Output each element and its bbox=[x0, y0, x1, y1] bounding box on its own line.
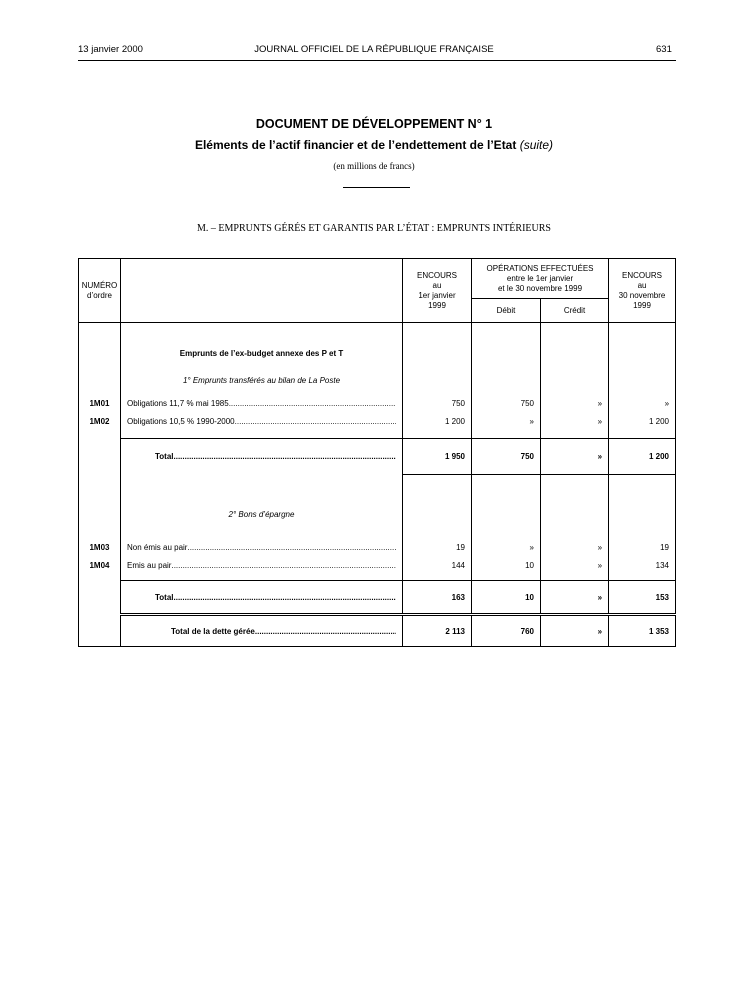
row-label: Total de la dette gérée ..... bbox=[121, 615, 403, 647]
header-encours-start bbox=[403, 259, 472, 323]
row-code: 1M02 bbox=[79, 413, 121, 431]
row-debit: 10 bbox=[472, 557, 541, 575]
header-numero bbox=[79, 259, 121, 323]
row-encours-start: 19 bbox=[403, 539, 472, 557]
row-debit: 750 bbox=[472, 439, 541, 475]
row-encours-start: 1 950 bbox=[403, 439, 472, 475]
row-encours-start: 163 bbox=[403, 581, 472, 615]
row-encours-end: 19 bbox=[609, 539, 676, 557]
group1-heading: 1° Emprunts transférés au bilan de La Poste bbox=[121, 367, 403, 395]
row-debit: 10 bbox=[472, 581, 541, 615]
header-encours-end-line1: ENCOURS bbox=[622, 270, 663, 280]
total-row bbox=[79, 581, 676, 615]
row-encours-start: 2 113 bbox=[403, 615, 472, 647]
row-code: 1M04 bbox=[79, 557, 121, 575]
row-credit: » bbox=[541, 557, 609, 575]
row-credit: » bbox=[541, 413, 609, 431]
row-credit: » bbox=[541, 539, 609, 557]
table-row bbox=[79, 395, 676, 413]
header-designation bbox=[121, 259, 403, 323]
total-row bbox=[79, 439, 676, 475]
row-label: Emis au pair ..... bbox=[121, 557, 403, 575]
header-rule bbox=[78, 60, 676, 61]
row-debit: » bbox=[472, 539, 541, 557]
row-code: 1M01 bbox=[79, 395, 121, 413]
group-heading-row bbox=[79, 475, 676, 519]
separator-rule bbox=[343, 187, 410, 188]
table-row bbox=[79, 539, 676, 557]
row-encours-start: 1 200 bbox=[403, 413, 472, 431]
section-heading-row bbox=[79, 341, 676, 367]
header-credit: Crédit bbox=[541, 299, 609, 323]
header-debit: Débit bbox=[472, 299, 541, 323]
header-numero-line2: d’ordre bbox=[87, 290, 112, 300]
row-encours-start: 750 bbox=[403, 395, 472, 413]
row-encours-end: 1 200 bbox=[609, 439, 676, 475]
document-subtitle bbox=[0, 138, 748, 152]
document-subtitle-text: Eléments de l’actif financier et de l’endettement de l’Etat bbox=[194, 138, 517, 152]
header-journal: JOURNAL OFFICIEL DE LA RÉPUBLIQUE FRANÇAISE bbox=[254, 44, 494, 55]
row-debit: 750 bbox=[472, 395, 541, 413]
row-label: Total ..... bbox=[121, 581, 403, 615]
row-encours-end: 1 353 bbox=[609, 615, 676, 647]
unit-note: (en millions de francs) bbox=[333, 161, 415, 171]
row-encours-end: 153 bbox=[609, 581, 676, 615]
section-heading: Emprunts de l’ex-budget annexe des P et T bbox=[121, 341, 403, 367]
header-encours-start-line3: 1er janvier bbox=[418, 290, 456, 300]
header-date: 13 janvier 2000 bbox=[78, 44, 143, 55]
row-label: Non émis au pair ..... bbox=[121, 539, 403, 557]
row-code: 1M03 bbox=[79, 539, 121, 557]
row-credit: » bbox=[541, 615, 609, 647]
row-label: Obligations 10,5 % 1990-2000 ..... bbox=[121, 413, 403, 431]
header-encours-end-line4: 1999 bbox=[633, 300, 651, 310]
header-encours-start-line4: 1999 bbox=[428, 300, 446, 310]
debt-table bbox=[78, 258, 676, 647]
table-row bbox=[79, 413, 676, 431]
header-operations-line3: et le 30 novembre 1999 bbox=[497, 283, 583, 293]
row-label: Total ..... bbox=[121, 439, 403, 475]
row-encours-end: 134 bbox=[609, 557, 676, 575]
header-encours-end bbox=[609, 259, 676, 323]
row-credit: » bbox=[541, 581, 609, 615]
header-operations-line1: OPÉRATIONS EFFECTUÉES bbox=[486, 263, 594, 273]
header-encours-start-line2: au bbox=[432, 280, 442, 290]
header-operations-line2: entre le 1er janvier bbox=[506, 273, 574, 283]
header-operations bbox=[472, 259, 609, 299]
header-page-number: 631 bbox=[656, 44, 672, 55]
header-numero-line1: NUMÉRO bbox=[81, 280, 118, 290]
row-debit: » bbox=[472, 413, 541, 431]
table-row bbox=[79, 557, 676, 575]
document-title: DOCUMENT DE DÉVELOPPEMENT N° 1 bbox=[255, 117, 493, 131]
group2-heading: 2° Bons d’épargne bbox=[121, 475, 403, 519]
section-title: M. – EMPRUNTS GÉRÉS ET GARANTIS PAR L’ÉTAT : EMPRUNTS INTÉRIEURS bbox=[197, 223, 551, 234]
row-debit: 760 bbox=[472, 615, 541, 647]
document-subtitle-suffix: (suite) bbox=[519, 138, 554, 152]
row-encours-end: » bbox=[609, 395, 676, 413]
header-encours-end-line2: au bbox=[637, 280, 647, 290]
header-encours-end-line3: 30 novembre bbox=[618, 290, 666, 300]
row-credit: » bbox=[541, 439, 609, 475]
row-credit: » bbox=[541, 395, 609, 413]
row-encours-end: 1 200 bbox=[609, 413, 676, 431]
row-encours-start: 144 bbox=[403, 557, 472, 575]
header-encours-start-line1: ENCOURS bbox=[416, 270, 457, 280]
group-heading-row bbox=[79, 367, 676, 395]
row-label: Obligations 11,7 % mai 1985 ..... bbox=[121, 395, 403, 413]
grand-total-row bbox=[79, 615, 676, 647]
